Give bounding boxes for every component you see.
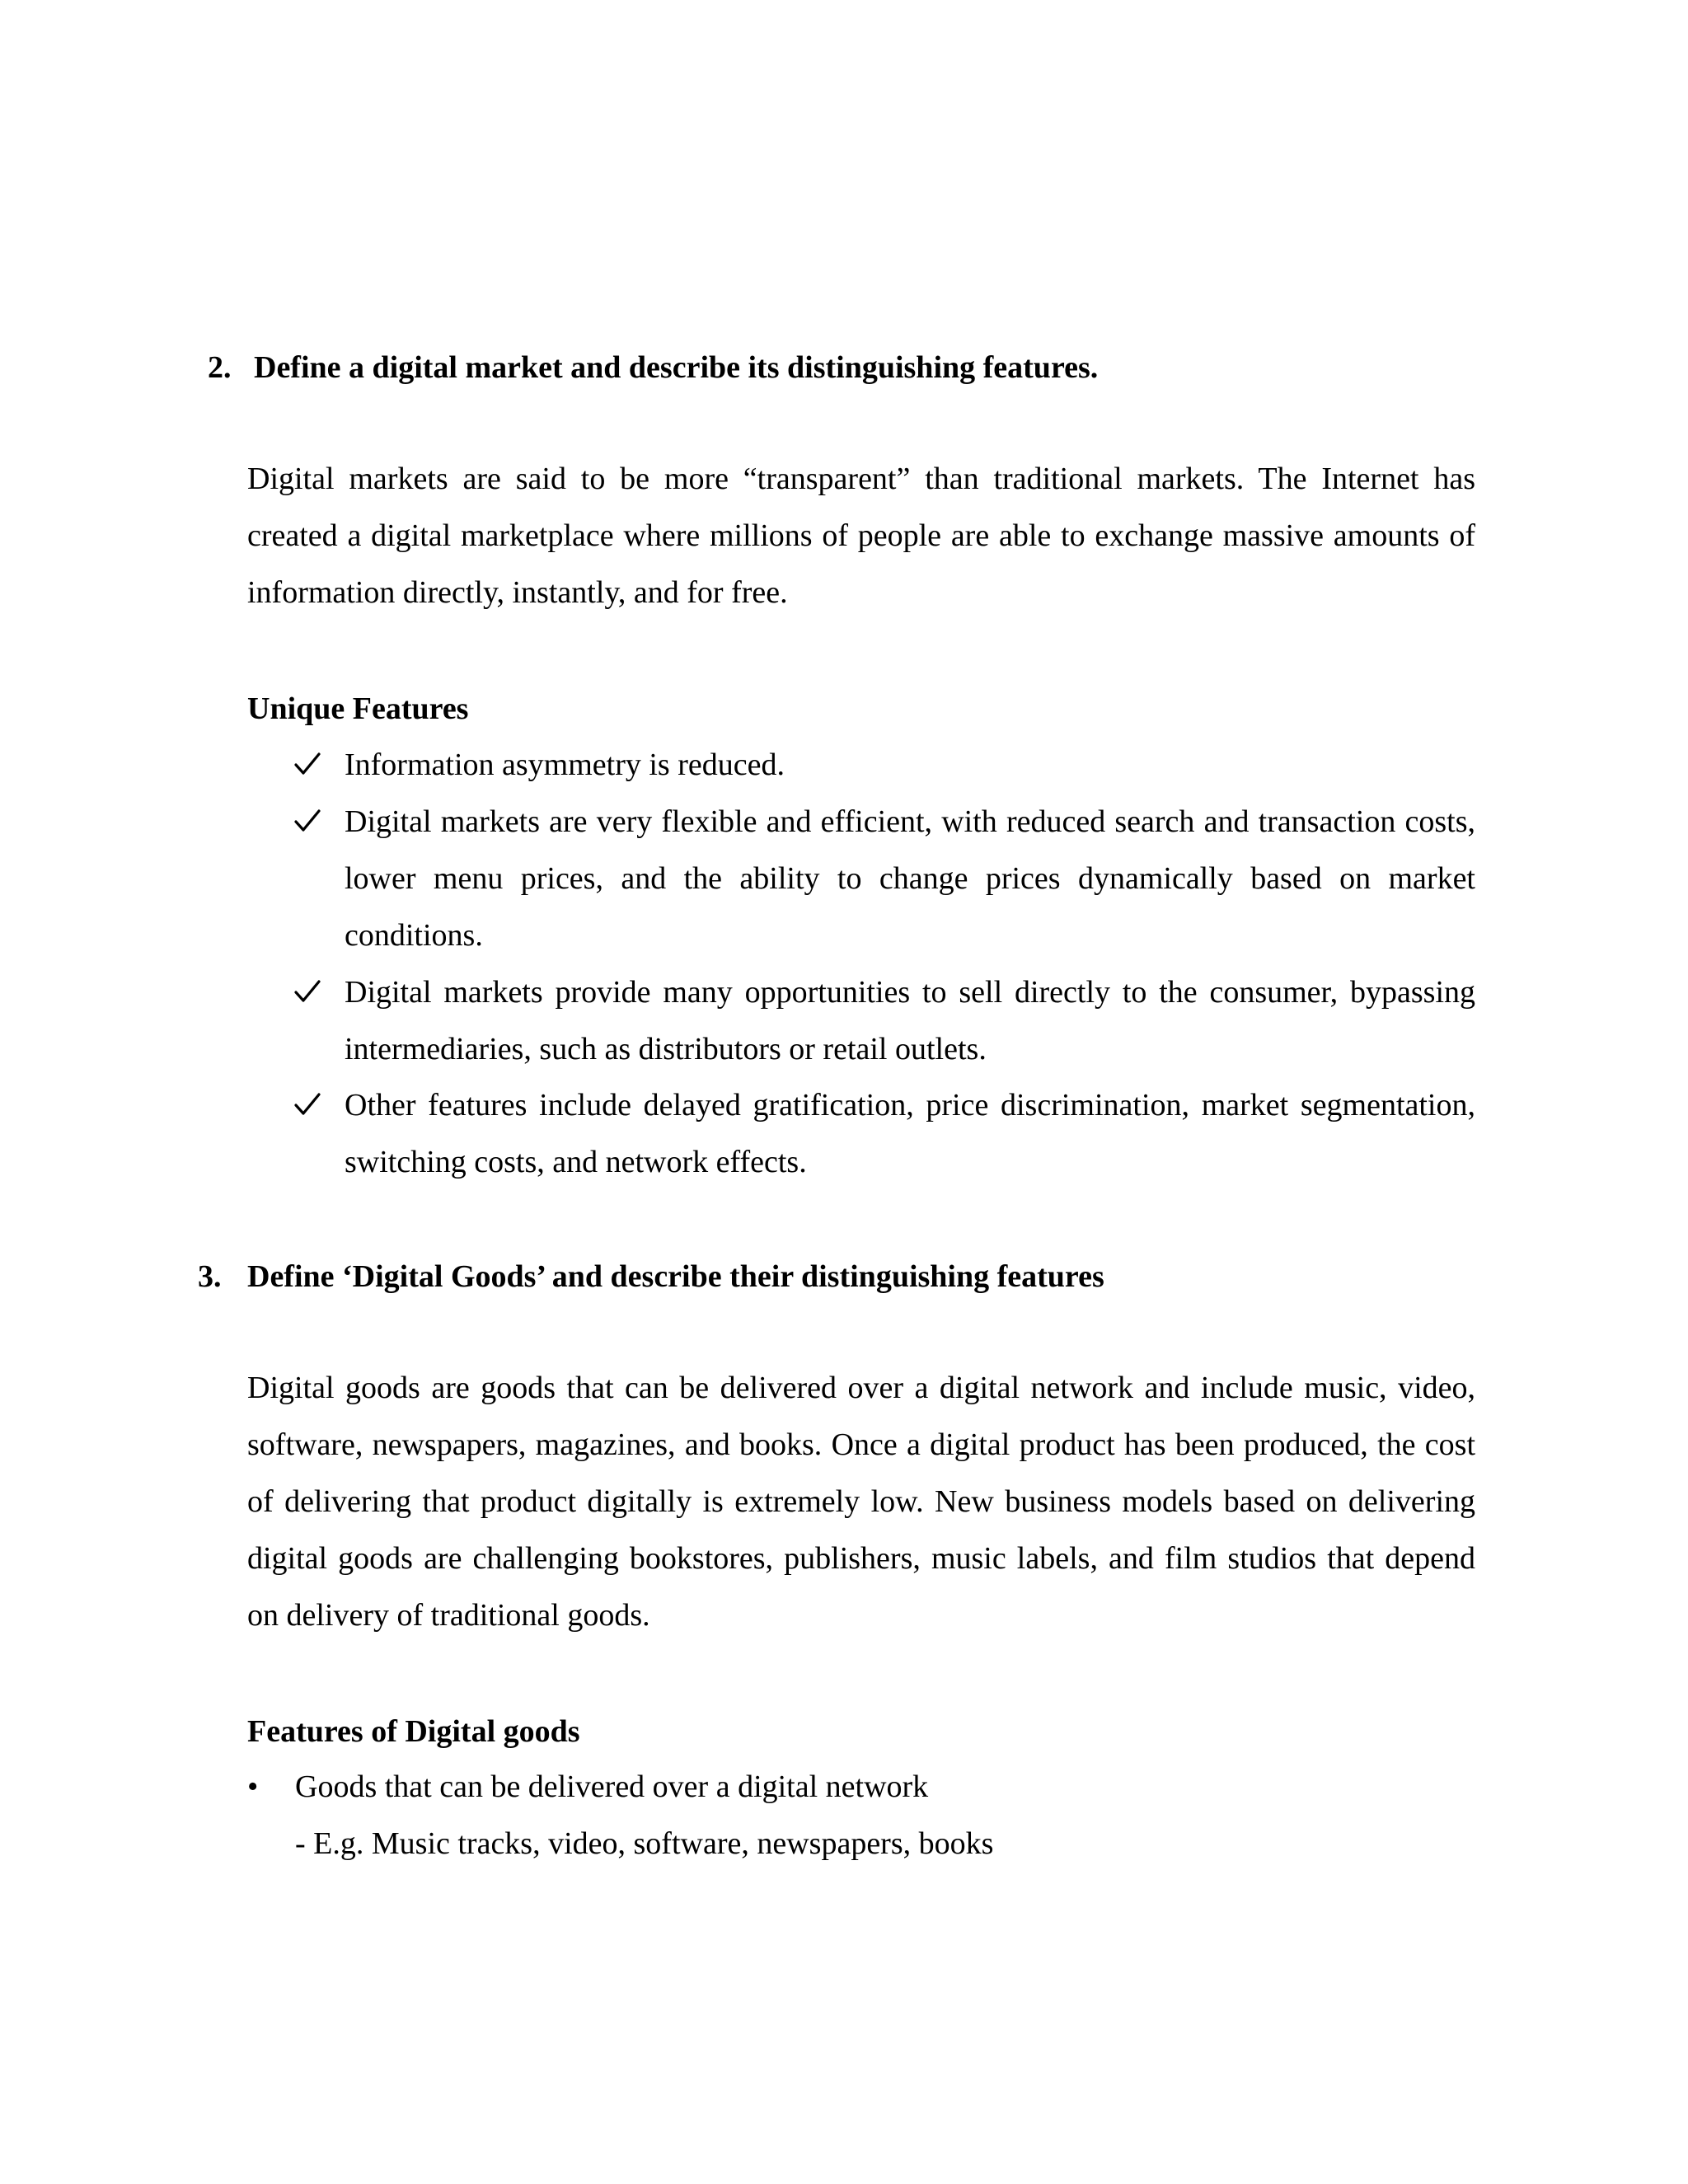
feature-text: Digital markets provide many opportunities to sell directly to the consumer, bypassing intermediaries, such as distributors or retail outlets. [345, 975, 1475, 1066]
feature-text: Other features include delayed gratification, price discrimination, market segmentation, switching costs, and network effects. [345, 1088, 1475, 1179]
checkmark-icon [293, 1092, 321, 1117]
feature-text: Information asymmetry is reduced. [345, 748, 785, 782]
section-3-number: 3. [198, 1259, 222, 1294]
section-3-intro: Digital goods are goods that can be delivered over a digital network and include music, video, software, newspapers, magazines, and books. Once a digital product has been produced, the cost of delivering that product digitally is extremely low. New business models based on delivering digital goods are challenging bookstores, publishers, music labels, and film studios that depend on delivery of traditional goods. [247, 1371, 1475, 1633]
bullet-text: Goods that can be delivered over a digital network [295, 1769, 929, 1804]
bullet-icon: • [247, 1769, 259, 1804]
digital-goods-features-heading: Features of Digital goods [247, 1714, 580, 1749]
section-3-title: Define ‘Digital Goods’ and describe their distinguishing features [247, 1259, 1104, 1294]
feature-text: Digital markets are very flexible and efficient, with reduced search and transaction costs, lower menu prices, and the ability to change prices dynamically based on market conditions. [345, 804, 1475, 953]
unique-features-heading: Unique Features [247, 691, 469, 726]
section-2-title: Define a digital market and describe its distinguishing features. [254, 350, 1099, 385]
checkmark-icon [293, 808, 321, 833]
section-2-intro: Digital markets are said to be more “transparent” than traditional markets. The Internet has created a digital marketplace where millions of people are able to exchange massive amounts of information directly, instantly, and for free. [247, 462, 1475, 610]
bullet-subitem: - E.g. Music tracks, video, software, newspapers, books [295, 1826, 994, 1861]
checkmark-icon [293, 752, 321, 776]
checkmark-icon [293, 979, 321, 1004]
section-2-number: 2. [208, 350, 232, 385]
